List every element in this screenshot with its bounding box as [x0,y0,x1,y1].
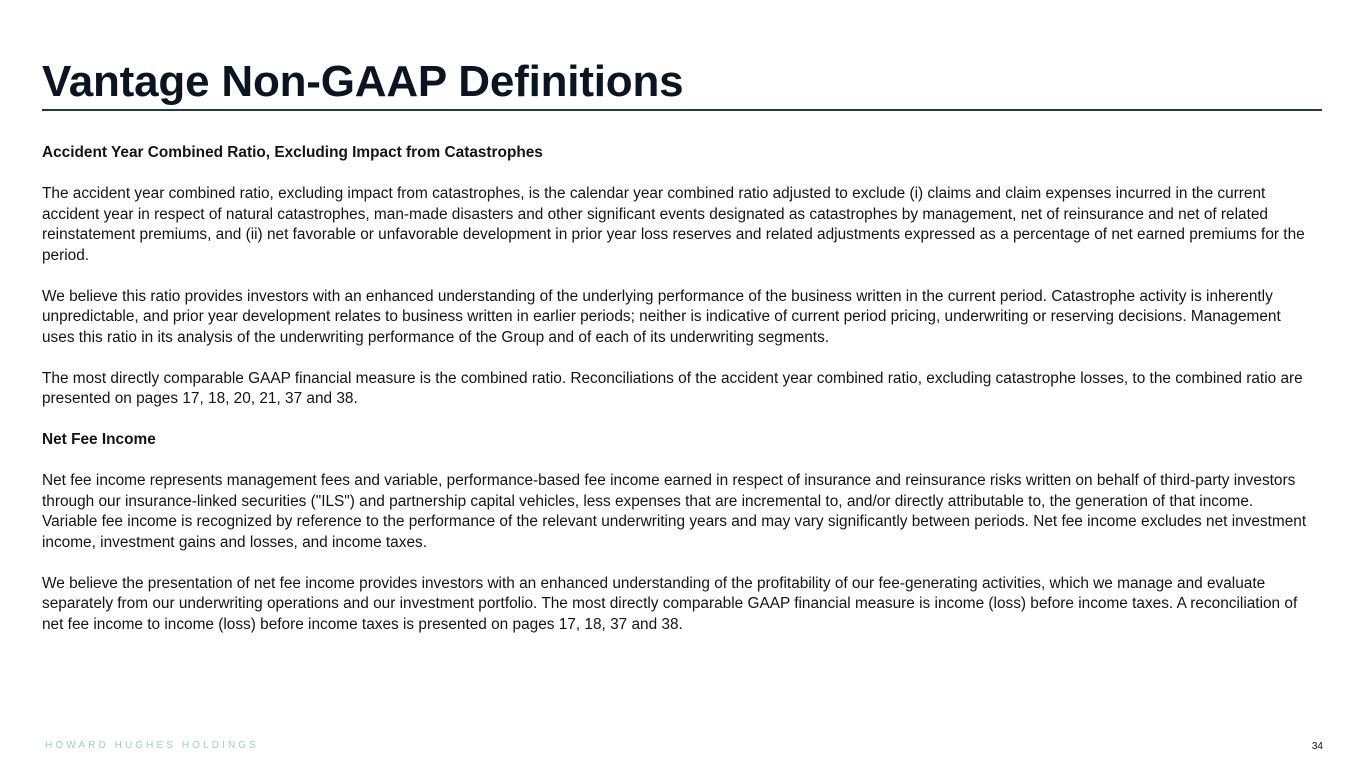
footer-brand: HOWARD HUGHES HOLDINGS [45,740,259,751]
title-divider [42,109,1322,111]
paragraph-net-fee-income-rationale: We believe the presentation of net fee income provides investors with an enhanced understanding of the profitability of our fee-generating activities, which we manage and evaluate separately from our underwriting operations and our investment portfolio. The most directly comparable GAAP financial measure is income (loss) before income taxes. A reconciliation of net fee income to income (loss) before income taxes is presented on pages 17, 18, 37 and 38. [42,574,1298,633]
page-number: 34 [1311,741,1323,752]
definitions-content [42,143,1312,656]
section-heading-accident-year: Accident Year Combined Ratio, Excluding Impact from Catastrophes [42,144,543,161]
section-heading-net-fee-income: Net Fee Income [42,431,156,448]
page-title: Vantage Non-GAAP Definitions [42,57,684,106]
paragraph-accident-year-definition: The accident year combined ratio, excluding impact from catastrophes, is the calendar year combined ratio adjusted to exclude (i) claims and claim expenses incurred in the current accident year in respect of natural catastrophes, man-made disasters and other significant events designated as catastrophes by management, net of reinsurance and net of related reinstatement premiums, and (ii) net favorable or unfavorable development in prior year loss reserves and related adjustments expressed as a percentage of net earned premiums for the period. [42,185,1305,264]
paragraph-net-fee-income-definition: Net fee income represents management fees and variable, performance-based fee income earned in respect of insurance and reinsurance risks written on behalf of third-party investors through our insurance-linked securities ("ILS") and partnership capital vehicles, less expenses that are incremental to, and/or directly attributable to, the generation of that income. Variable fee income is recognized by reference to the performance of the relevant underwriting years and may vary significantly between periods. Net fee income excludes net investment income, investment gains and losses, and income taxes. [42,472,1307,551]
paragraph-accident-year-reconciliation: The most directly comparable GAAP financial measure is the combined ratio. Reconciliations of the accident year combined ratio, excluding catastrophe losses, to the combined ratio are presented on pages 17, 18, 20, 21, 37 and 38. [42,369,1303,407]
paragraph-accident-year-rationale: We believe this ratio provides investors with an enhanced understanding of the underlying performance of the business written in the current period. Catastrophe activity is inherently unpredictable, and prior year development relates to business written in earlier periods; neither is indicative of current period pricing, underwriting or reserving decisions. Management uses this ratio in its analysis of the underwriting performance of the Group and of each of its underwriting segments. [42,287,1281,346]
